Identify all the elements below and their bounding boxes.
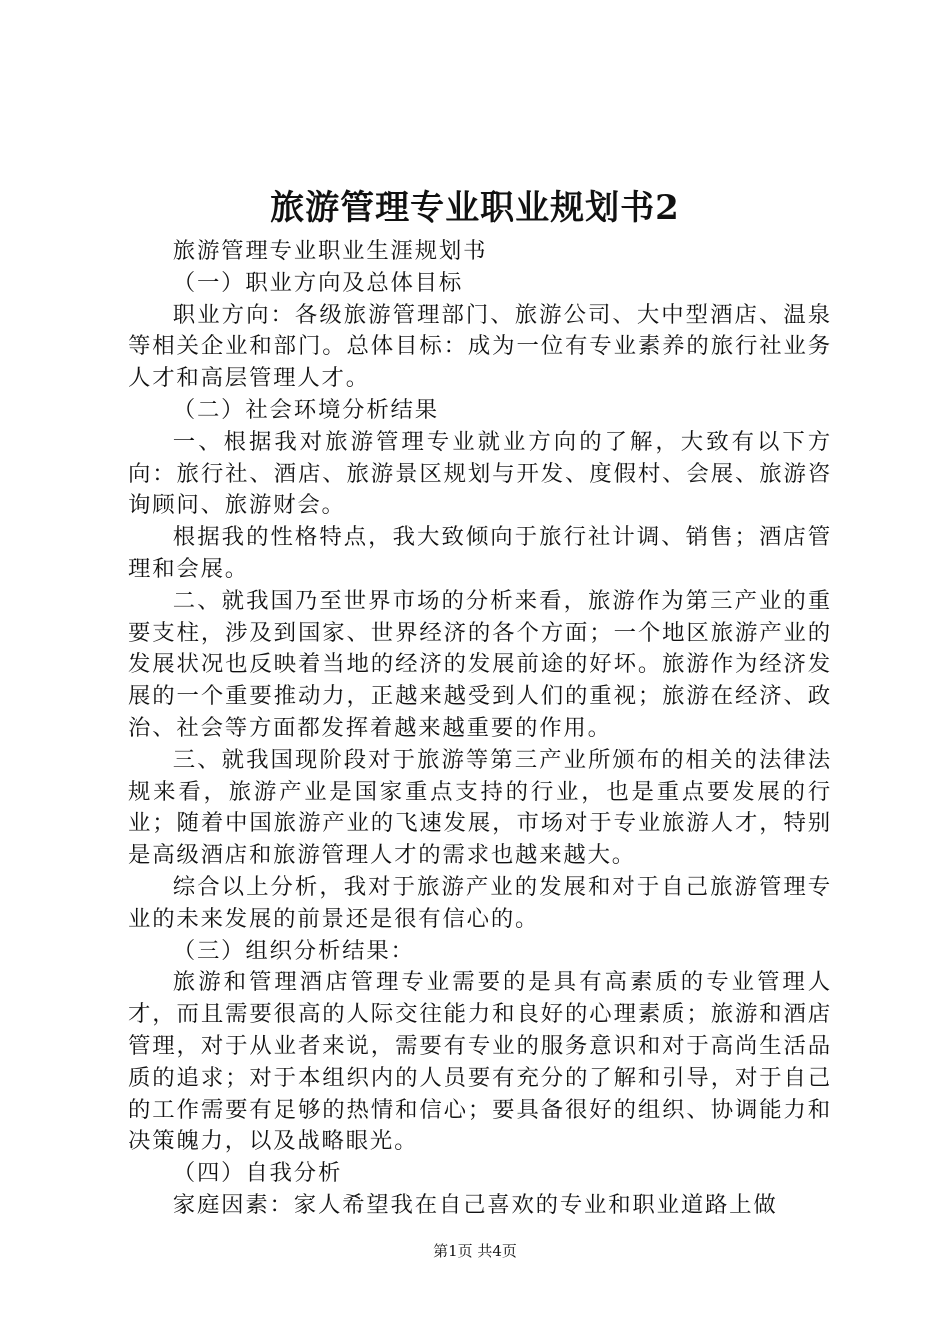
paragraph: 职业方向：各级旅游管理部门、旅游公司、大中型酒店、温泉等相关企业和部门。总体目标：成为一位有专业素养的旅行社业务人才和高层管理人才。	[128, 301, 832, 392]
paragraph: 三、就我国现阶段对于旅游等第三产业所颁布的相关的法律法规来看，旅游产业是国家重点支持的行业，也是重点要发展的行业；随着中国旅游产业的飞速发展，市场对于专业旅游人才，特别是高级酒店和旅游管理人才的需求也越来越大。	[128, 746, 832, 869]
document-title: 旅游管理专业职业规划书2	[270, 188, 680, 228]
paragraph: 根据我的性格特点，我大致倾向于旅行社计调、销售；酒店管理和会展。	[128, 524, 832, 582]
section-heading-1: （一）职业方向及总体目标	[172, 269, 464, 296]
paragraph: 家庭因素：家人希望我在自己喜欢的专业和职业道路上做	[172, 1191, 778, 1218]
section-heading-4: （四）自我分析	[172, 1160, 343, 1187]
paragraph: 二、就我国乃至世界市场的分析来看，旅游作为第三产业的重要支柱，涉及到国家、世界经济的各个方面；一个地区旅游产业的发展状况也反映着当地的经济的发展前途的好坏。旅游作为经济发展的一个重要推动力，正越来越受到人们的重视；旅游在经济、政治、社会等方面都发挥着越来越重要的作用。	[128, 587, 832, 741]
paragraph: 一、根据我对旅游管理专业就业方向的了解，大致有以下方向：旅行社、酒店、旅游景区规划与开发、度假村、会展、旅游咨询顾问、旅游财会。	[128, 428, 832, 519]
page-footer: 第1页 共4页	[433, 1242, 517, 1260]
document-body	[128, 236, 832, 1222]
section-heading-3: （三）组织分析结果：	[172, 937, 415, 964]
paragraph: 旅游和管理酒店管理专业需要的是具有高素质的专业管理人才，而且需要很高的人际交往能力和良好的心理素质；旅游和酒店管理，对于从业者来说，需要有专业的服务意识和对于高尚生活品质的追求；对于本组织内的人员要有充分的了解和引导，对于自己的工作需要有足够的热情和信心；要具备很好的组织、协调能力和决策魄力，以及战略眼光。	[128, 969, 832, 1155]
section-heading-2: （二）社会环境分析结果	[172, 396, 439, 423]
paragraph: 综合以上分析，我对于旅游产业的发展和对于自己旅游管理专业的未来发展的前景还是很有信心的。	[128, 873, 832, 932]
paragraph-subtitle: 旅游管理专业职业生涯规划书	[172, 238, 488, 264]
